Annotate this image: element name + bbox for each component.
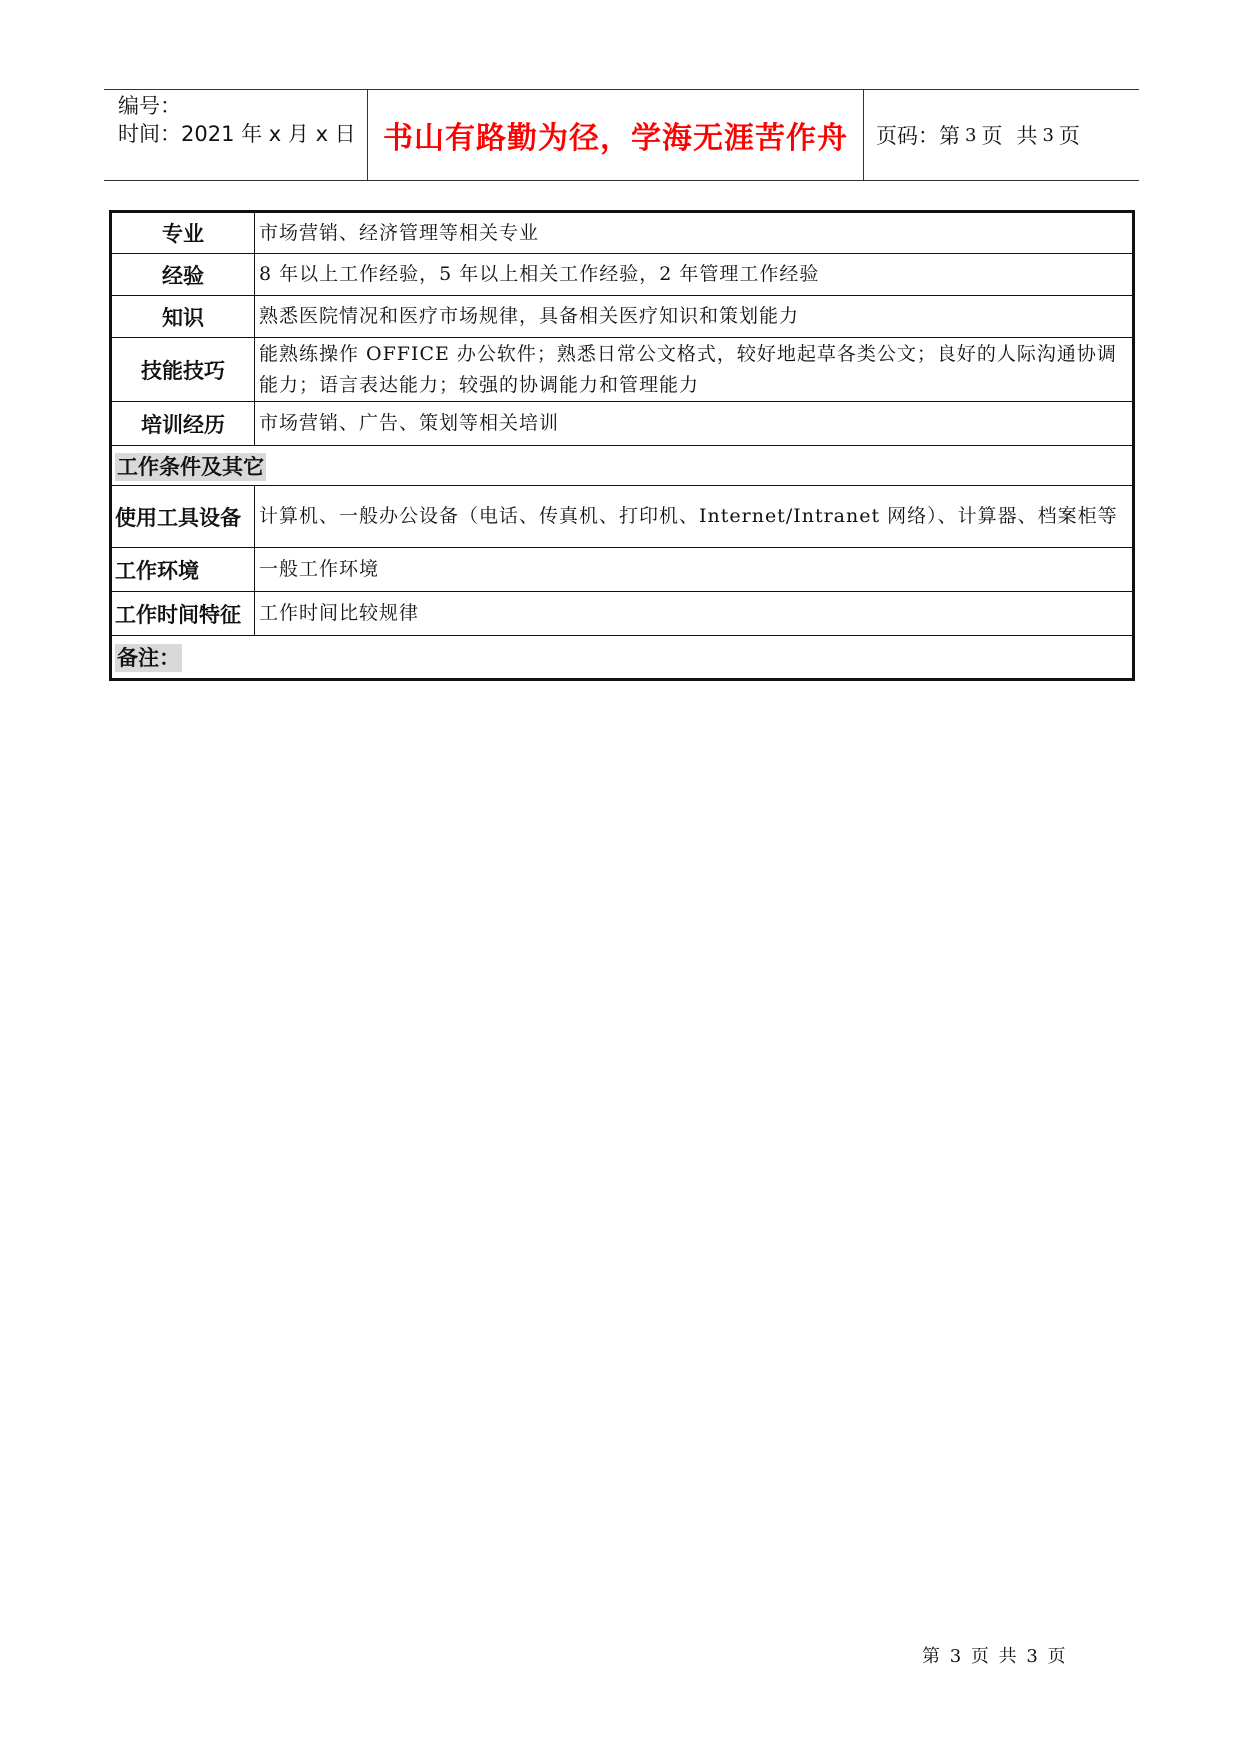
section-heading-conditions	[111, 446, 1134, 486]
label-work-time: 工作时间特征	[111, 592, 255, 636]
label-skills: 技能技巧	[111, 338, 255, 402]
page-header	[104, 89, 1139, 181]
document-time: 时间：2021 年 x 月 x 日	[118, 122, 356, 146]
label-environment: 工作环境	[111, 548, 255, 592]
value-environment: 一般工作环境	[255, 548, 1134, 592]
header-meta	[104, 90, 368, 180]
label-training: 培训经历	[111, 402, 255, 446]
remarks-cell	[111, 636, 1134, 680]
table-row-experience	[111, 254, 1134, 296]
value-major: 市场营销、经济管理等相关专业	[255, 212, 1134, 254]
label-knowledge: 知识	[111, 296, 255, 338]
table-row-remarks	[111, 636, 1134, 680]
page-label: 页码：第	[876, 124, 960, 148]
table-row-major	[111, 212, 1134, 254]
remarks-label: 备注：	[117, 646, 180, 670]
page-total-label: 共	[1016, 124, 1038, 148]
value-tools: 计算机、一般办公设备（电话、传真机、打印机、Internet/Intranet 网络）、计算器、档案柜等	[255, 486, 1134, 548]
table-row-section-conditions	[111, 446, 1134, 486]
value-knowledge: 熟悉医院情况和医疗市场规律，具备相关医疗知识和策划能力	[255, 296, 1134, 338]
page-unit: 页	[981, 124, 1003, 148]
table-row-environment	[111, 548, 1134, 592]
table-row-tools	[111, 486, 1134, 548]
header-page-indicator	[864, 90, 1139, 180]
section-heading-text: 工作条件及其它	[117, 454, 264, 479]
table-row-skills	[111, 338, 1134, 402]
table-row-work-time	[111, 592, 1134, 636]
label-major: 专业	[111, 212, 255, 254]
value-experience: 8 年以上工作经验，5 年以上相关工作经验，2 年管理工作经验	[255, 254, 1134, 296]
document-number: 编号：	[118, 94, 181, 118]
page-current: 3	[965, 124, 977, 146]
header-motto: 书山有路勤为径，学海无涯苦作舟	[368, 90, 864, 180]
value-skills: 能熟练操作 OFFICE 办公软件；熟悉日常公文格式，较好地起草各类公文；良好的人际沟通协调能力；语言表达能力；较强的协调能力和管理能力	[255, 338, 1134, 402]
label-experience: 经验	[111, 254, 255, 296]
page-total: 3	[1042, 124, 1054, 146]
value-work-time: 工作时间比较规律	[255, 592, 1134, 636]
label-tools: 使用工具设备	[111, 486, 255, 548]
table-row-training	[111, 402, 1134, 446]
job-spec-table	[109, 210, 1135, 681]
value-training: 市场营销、广告、策划等相关培训	[255, 402, 1134, 446]
page-total-unit: 页	[1058, 124, 1080, 148]
table-row-knowledge	[111, 296, 1134, 338]
page-footer: 第 3 页 共 3 页	[922, 1646, 1068, 1667]
